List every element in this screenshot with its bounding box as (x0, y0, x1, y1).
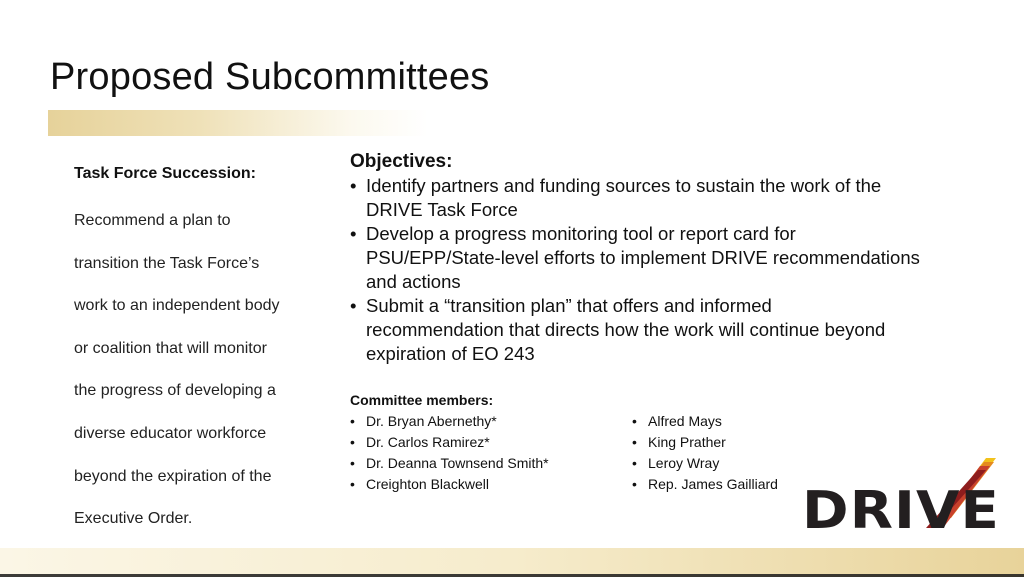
objective-item (350, 174, 1010, 222)
succession-text-line: the progress of developing a (74, 382, 276, 400)
member-name: Dr. Deanna Townsend Smith* (366, 455, 549, 471)
title-underline-bar (48, 110, 428, 136)
bullet-icon: • (350, 434, 355, 450)
member-name: Dr. Bryan Abernethy* (366, 413, 497, 429)
committee-member (350, 411, 632, 432)
member-name: Rep. James Gailliard (648, 476, 778, 492)
member-name: Creighton Blackwell (366, 476, 489, 492)
committee-member (632, 453, 778, 474)
succession-text-line: Recommend a plan to (74, 212, 231, 229)
objective-line: recommendation that directs how the work will continue beyond (366, 319, 886, 340)
bullet-icon: • (350, 295, 357, 316)
member-name: Dr. Carlos Ramirez* (366, 434, 490, 450)
committee-member (350, 432, 632, 453)
objective-line: PSU/EPP/State-level efforts to implement DRIVE recommendations (366, 247, 920, 268)
bullet-icon: • (350, 223, 357, 244)
bullet-icon: • (632, 413, 637, 429)
bullet-icon: • (632, 476, 637, 492)
succession-text-line: or coalition that will monitor (74, 339, 267, 357)
objective-line: DRIVE Task Force (366, 199, 518, 220)
task-force-succession-panel (74, 162, 334, 541)
committee-member (632, 432, 778, 453)
objective-item (350, 222, 1010, 294)
committee-members-panel (350, 391, 810, 495)
logo-wordmark: DRIVE (802, 481, 1000, 534)
objective-line: and actions (366, 271, 461, 292)
task-force-succession-heading: Task Force Succession: (74, 165, 256, 182)
bullet-icon: • (350, 455, 355, 471)
succession-text-line: transition the Task Force’s (74, 254, 260, 272)
member-name: Alfred Mays (648, 413, 722, 429)
committee-member (632, 474, 778, 495)
committee-member (350, 474, 632, 495)
objective-line: Develop a progress monitoring tool or report card for (366, 223, 796, 244)
committee-members-columns (350, 411, 810, 495)
member-name: Leroy Wray (648, 455, 720, 471)
objective-line: Identify partners and funding sources to sustain the work of the (366, 175, 882, 196)
succession-text-line: beyond the expiration of the (74, 467, 272, 485)
committee-member (350, 453, 632, 474)
slide-title: Proposed Subcommittees (50, 56, 490, 98)
bullet-icon: • (350, 413, 355, 429)
committee-member (632, 411, 778, 432)
member-name: King Prather (648, 434, 726, 450)
task-force-succession-text (74, 200, 334, 541)
footer-gold-band (0, 548, 1024, 577)
objectives-panel (350, 150, 1010, 366)
bullet-icon: • (632, 455, 637, 471)
succession-text-line: Executive Order. (74, 510, 193, 528)
committee-members-column-1 (350, 411, 632, 495)
succession-text-line: diverse educator workforce (74, 424, 267, 442)
objectives-heading: Objectives: (350, 151, 453, 172)
objective-item (350, 294, 1010, 366)
drive-logo (800, 458, 1005, 534)
objectives-list (350, 174, 1010, 366)
committee-members-column-2 (632, 411, 778, 495)
bullet-icon: • (632, 434, 637, 450)
objective-line: expiration of EO 243 (366, 343, 535, 364)
succession-text-line: work to an independent body (74, 297, 280, 315)
objective-line: Submit a “transition plan” that offers and informed (366, 295, 772, 316)
bullet-icon: • (350, 175, 357, 196)
bullet-icon: • (350, 476, 355, 492)
committee-members-heading: Committee members: (350, 392, 494, 408)
